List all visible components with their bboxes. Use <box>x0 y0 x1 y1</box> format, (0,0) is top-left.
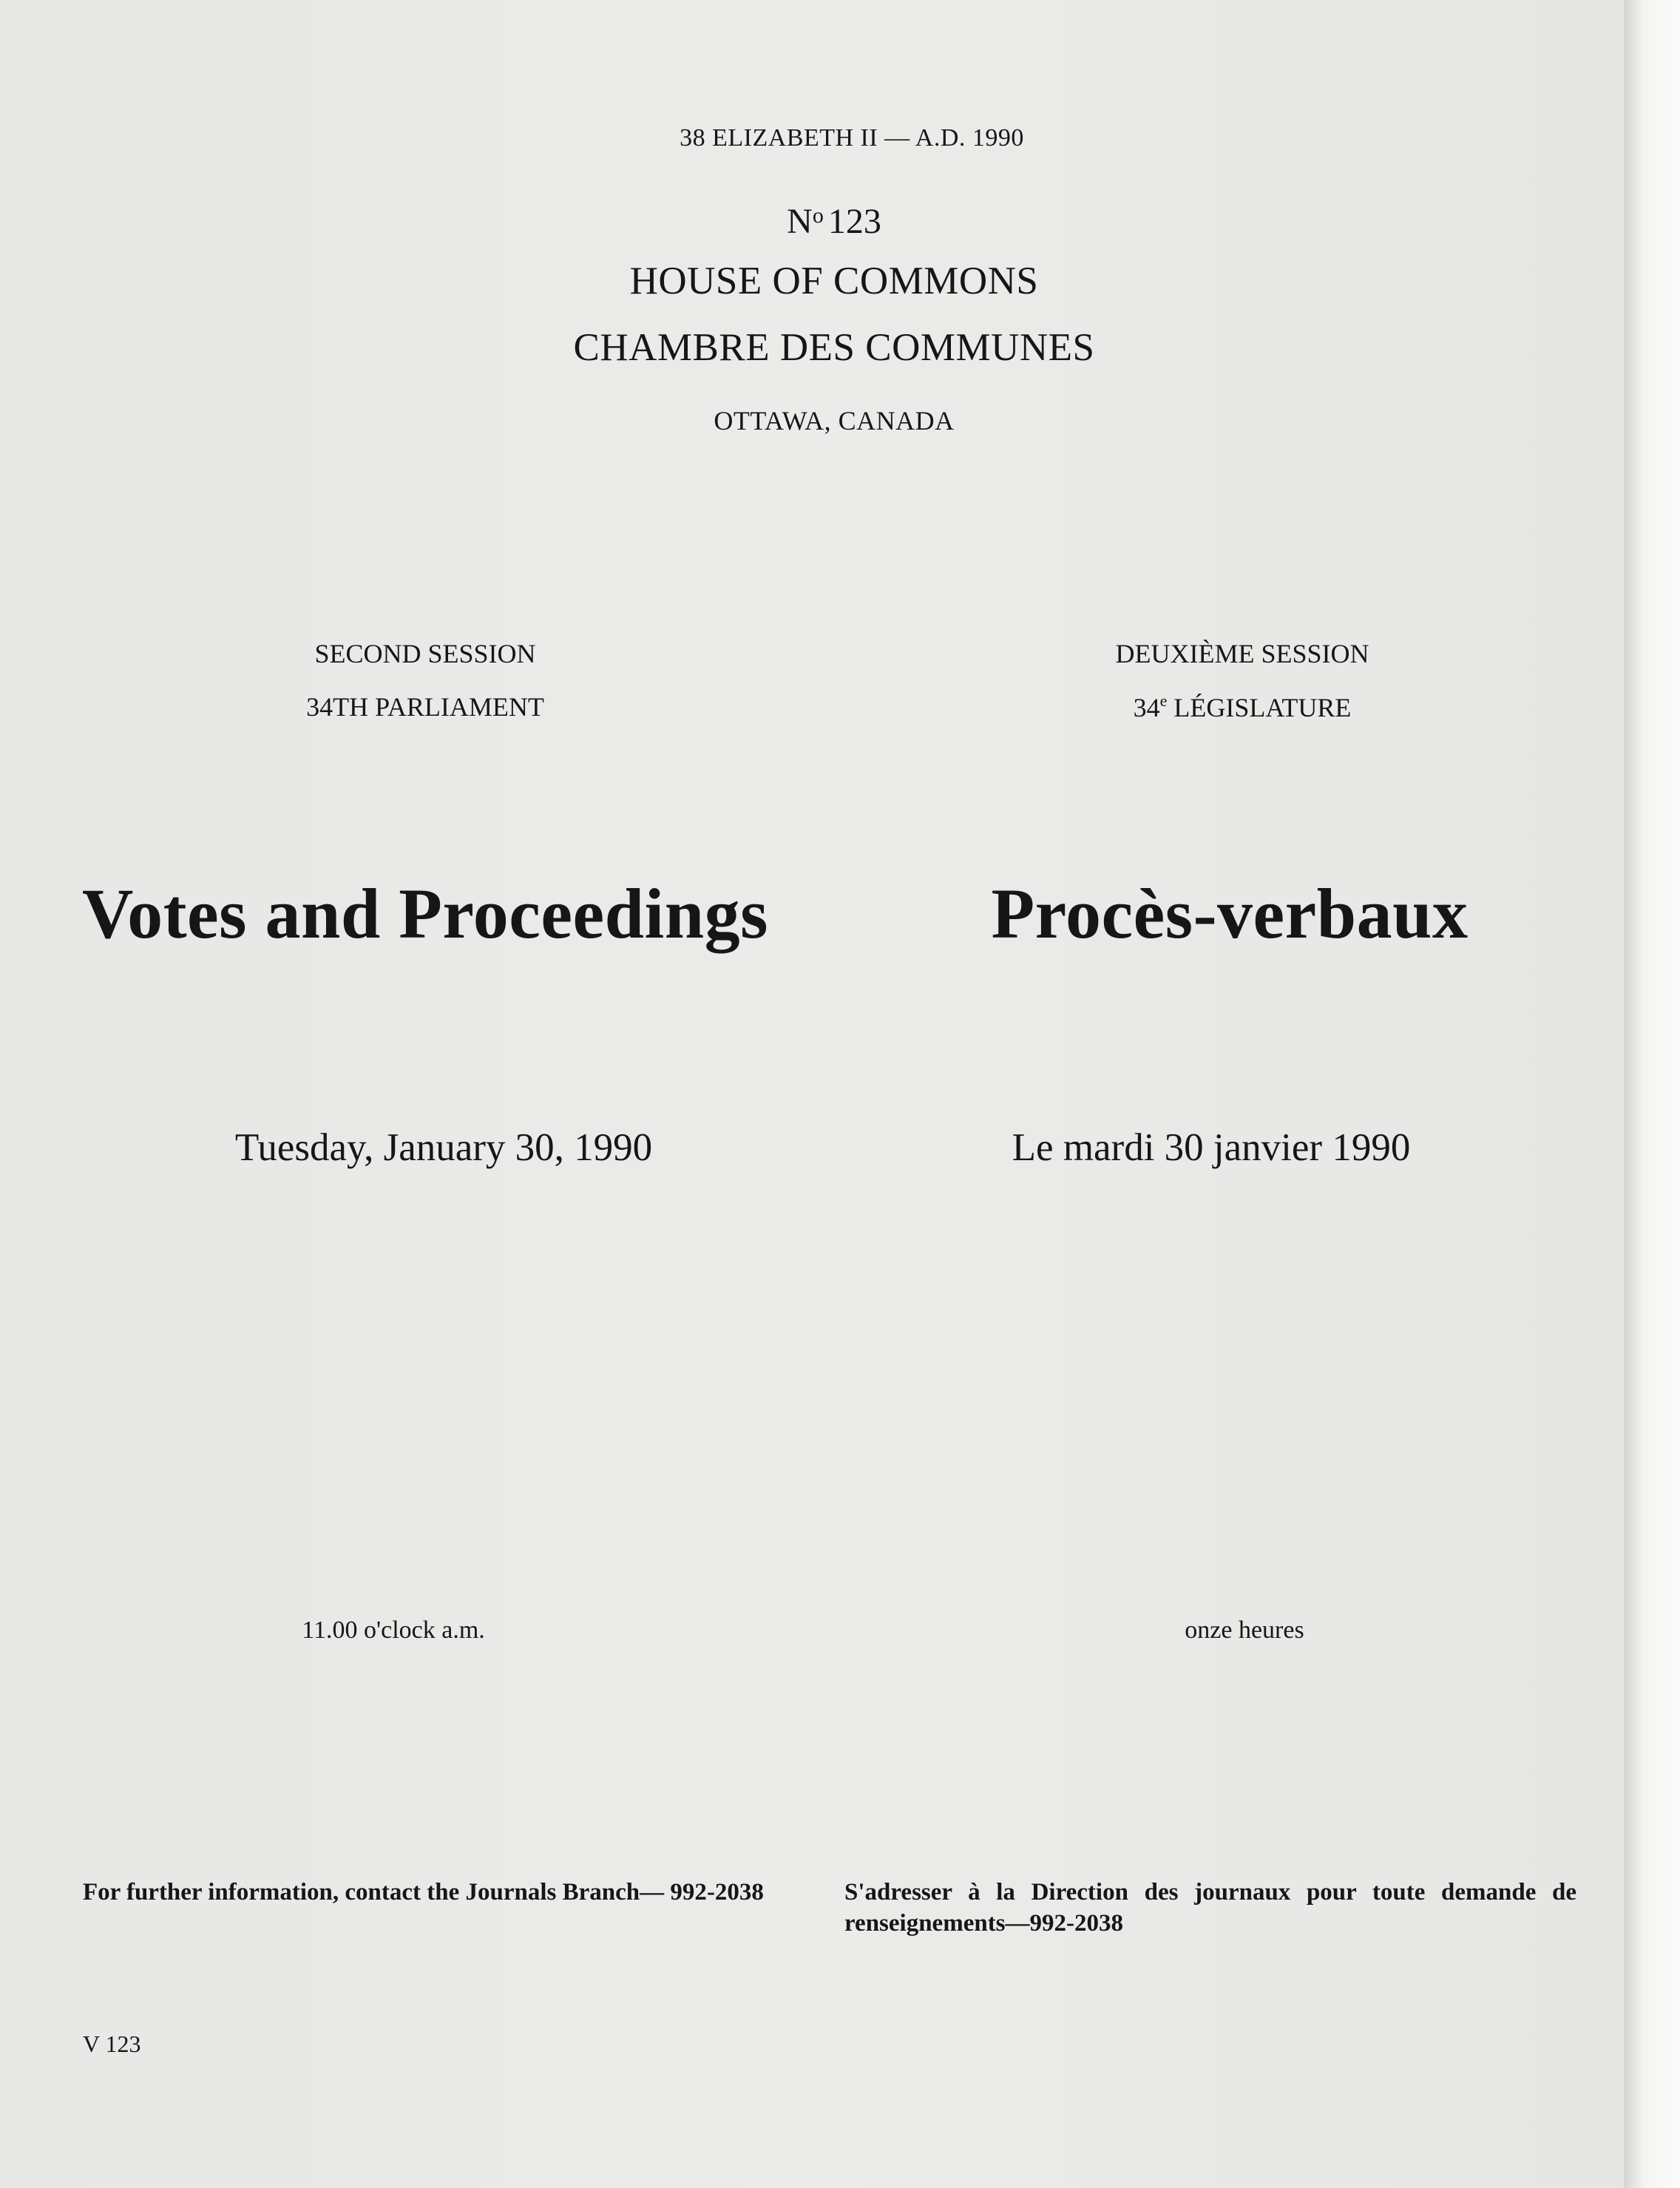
sitting-time-fr: onze heures <box>1185 1616 1304 1644</box>
contact-info-fr: S'adresser à la Direction des journaux pour toute demande de renseignements—992-2038 <box>844 1879 1576 1937</box>
parliament-fr-number: 34 <box>1133 693 1160 722</box>
contact-info-en: For further information, contact the Journals Branch— 992-2038 <box>83 1879 764 1906</box>
issue-number <box>787 201 881 242</box>
document-code: V 123 <box>83 2030 141 2057</box>
house-name-en: HOUSE OF COMMONS <box>629 260 1039 302</box>
parliament-fr-sup: e <box>1159 691 1168 710</box>
title-fr: Procès-verbaux <box>991 874 1469 953</box>
location: OTTAWA, CANADA <box>714 406 955 436</box>
parliament-fr-word: LÉGISLATURE <box>1173 693 1352 722</box>
parliament-en: 34TH PARLIAMENT <box>306 692 544 722</box>
sitting-date-en: Tuesday, January 30, 1990 <box>234 1126 653 1169</box>
number-value: 123 <box>827 202 881 241</box>
house-name-fr: CHAMBRE DES COMMUNES <box>573 326 1095 369</box>
number-sup: o <box>812 203 824 228</box>
parliament-fr <box>1134 691 1352 723</box>
regnal-year: 38 ELIZABETH II — A.D. 1990 <box>680 124 1024 152</box>
page-edge <box>1624 0 1680 2188</box>
number-prefix: N <box>787 202 813 241</box>
session-en: SECOND SESSION <box>314 639 536 668</box>
session-fr: DEUXIÈME SESSION <box>1115 639 1369 668</box>
sitting-date-fr: Le mardi 30 janvier 1990 <box>1012 1126 1411 1169</box>
sitting-time-en: 11.00 o'clock a.m. <box>302 1616 485 1644</box>
title-en: Votes and Proceedings <box>82 874 768 953</box>
